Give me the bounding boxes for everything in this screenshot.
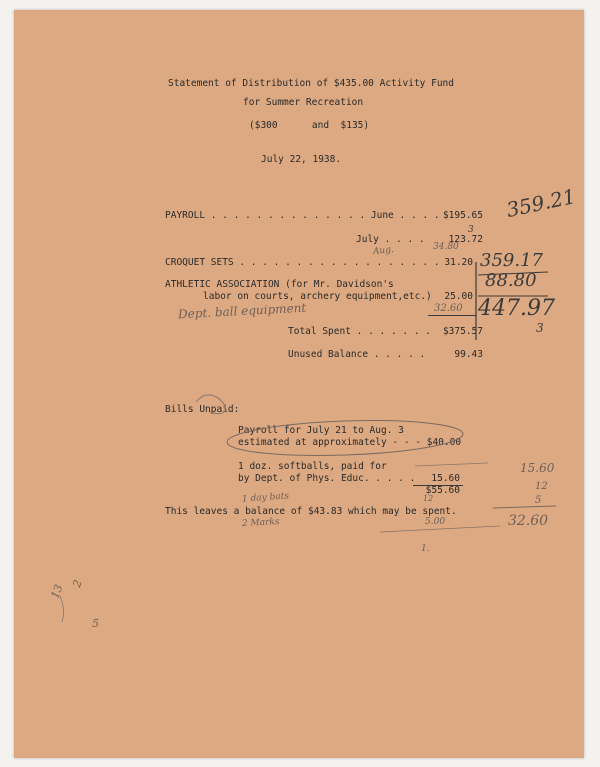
- handwritten-july-superscript: 3: [468, 225, 474, 235]
- handwritten-softball-note: Dept. ball equipment: [177, 300, 307, 322]
- handwritten-right-1: 15.60: [520, 461, 555, 475]
- handwritten-day-note: 1 day bats: [241, 491, 290, 505]
- bills-unpaid-heading: Bills Unpaid:: [165, 404, 240, 415]
- handwritten-aug-amount: 34.80: [433, 242, 459, 252]
- balance-statement: This leaves a balance of $43.83 which may be spent.: [165, 506, 457, 517]
- total-spent-amount: $375.57: [442, 326, 483, 337]
- bills-payroll-line-1: Payroll for July 21 to Aug. 3: [238, 425, 404, 436]
- handwritten-right-2: 12: [535, 481, 548, 492]
- athletic-line-1: ATHLETIC ASSOCIATION (for Mr. Davidson's: [165, 279, 394, 290]
- unused-balance-amount: 99.43: [454, 349, 483, 360]
- croquet-label: CROQUET SETS . . . . . . . . . . . . . . . . . .: [165, 257, 440, 268]
- handwritten-aug-note: Aug.: [372, 244, 395, 258]
- payroll-label: PAYROLL . . . . . . . . . . . . . . June . . . .: [165, 210, 440, 221]
- handwritten-col-4: 447.97: [478, 296, 555, 321]
- athletic-amount: 25.00: [444, 291, 473, 302]
- unused-balance-label: Unused Balance . . . . .: [288, 349, 426, 360]
- july-label: July . . . .: [356, 234, 425, 245]
- total-spent-label: Total Spent . . . . . . .: [288, 326, 431, 337]
- handwritten-pl-note: 1.: [421, 544, 430, 554]
- document-subtitle: for Summer Recreation: [243, 97, 364, 108]
- handwritten-col-5: 3: [536, 321, 544, 335]
- bills-payroll-line-2: estimated at approximately - - - $40.00: [238, 437, 462, 448]
- handwritten-col-1: 359.17: [480, 250, 543, 271]
- handwritten-right-total: 32.60: [508, 513, 549, 529]
- handwritten-right-3: 5: [535, 495, 542, 506]
- athletic-line-2: labor on courts, archery equipment,etc.): [203, 291, 432, 302]
- softballs-line-1: 1 doz. softballs, paid for: [238, 461, 387, 472]
- handwritten-total-top: 359.21: [504, 183, 578, 223]
- payroll-june-amount: $195.65: [442, 210, 483, 221]
- margin-note-3: 5: [92, 617, 99, 630]
- handwritten-small-12: 12: [423, 494, 434, 503]
- softballs-amount: 15.60: [431, 473, 460, 484]
- margin-note-2: 2: [70, 577, 85, 590]
- margin-note-1: 13: [48, 582, 66, 601]
- fund-split: ($300 and $135): [249, 120, 370, 131]
- softballs-line-2: by Dept. of Phys. Educ. . . . .: [238, 473, 416, 484]
- handwritten-col-2: 88.80: [485, 270, 537, 291]
- handwritten-col-3: 32.60: [434, 303, 463, 314]
- croquet-amount: 31.20: [444, 257, 473, 268]
- handwritten-marks-note: 2 Marks: [241, 517, 280, 529]
- payroll-july-amount: 123.72: [448, 234, 483, 245]
- handwritten-500-note: 5.00: [425, 517, 446, 527]
- bills-total: $55.60: [425, 485, 460, 496]
- document-title: Statement of Distribution of $435.00 Activity Fund: [168, 78, 454, 89]
- document-date: July 22, 1938.: [261, 154, 342, 165]
